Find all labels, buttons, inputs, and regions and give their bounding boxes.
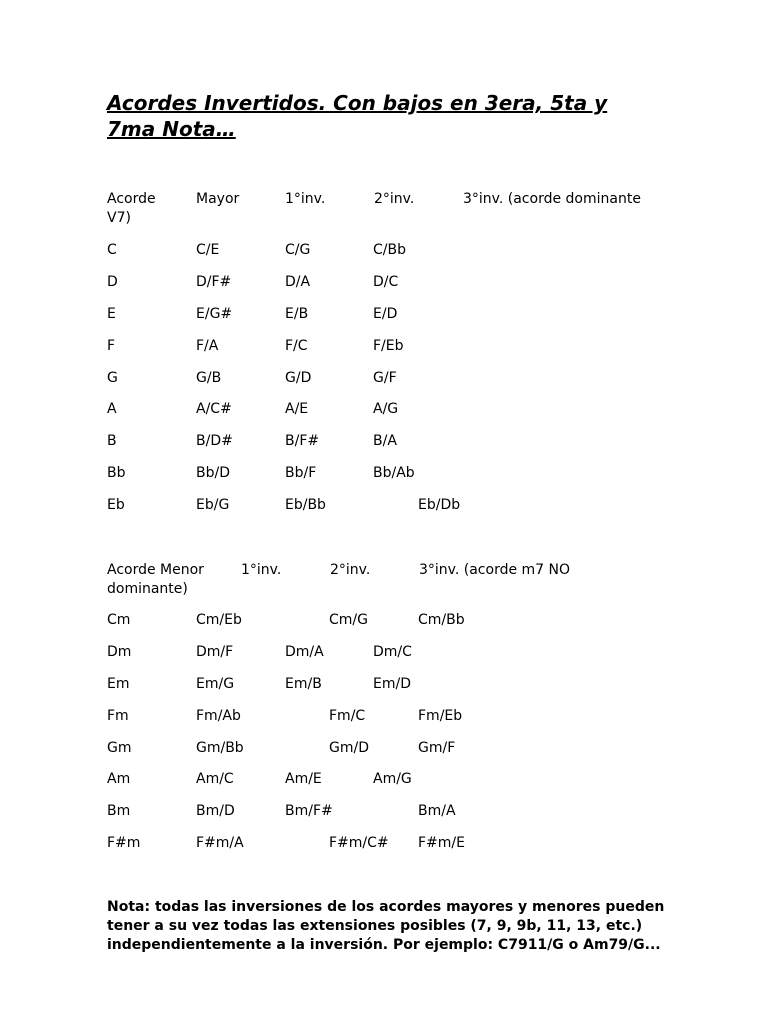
chord-first-inversion: Dm/F bbox=[196, 644, 234, 660]
table-row bbox=[0, 273, 768, 292]
chord-first-inversion: C/E bbox=[196, 242, 220, 258]
chord-first-inversion: A/C# bbox=[196, 401, 232, 417]
chord-second-inversion: Cm/G bbox=[329, 612, 368, 628]
table-row bbox=[0, 305, 768, 324]
page-title: Acordes Invertidos. Con bajos en 3era, 5ta y 7ma Nota… bbox=[107, 91, 608, 141]
chord-third-inversion: Em/D bbox=[373, 676, 411, 692]
chord-second-inversion: F/C bbox=[285, 338, 308, 354]
table-row bbox=[0, 707, 768, 726]
chord-first-inversion: F/A bbox=[196, 338, 219, 354]
footnote: Nota: todas las inversiones de los acordes mayores y menores pueden tener a su vez todas las extensiones posibles (7, 9, 9b, 11, 13, etc.) independientemente a la inversión. Por ejemplo: C7911/G o Am79/G... bbox=[107, 899, 665, 953]
chord-first-inversion: Cm/Eb bbox=[196, 612, 242, 628]
header-first-inversion: 1°inv. bbox=[285, 191, 326, 207]
chord-root: Fm bbox=[107, 708, 129, 724]
chord-first-inversion: Gm/Bb bbox=[196, 740, 244, 756]
chord-root: F#m bbox=[107, 835, 141, 851]
table-row bbox=[0, 432, 768, 451]
chord-first-inversion: Em/G bbox=[196, 676, 235, 692]
chord-first-inversion: Bm/D bbox=[196, 803, 235, 819]
chord-third-inversion: Bm/A bbox=[418, 803, 456, 819]
major-table-header bbox=[107, 190, 667, 228]
header-third-inversion-cont: dominante) bbox=[107, 581, 188, 597]
header-acorde-menor: Acorde Menor bbox=[107, 562, 204, 578]
table-row bbox=[0, 611, 768, 630]
chord-second-inversion: Fm/C bbox=[329, 708, 366, 724]
chord-root: Gm bbox=[107, 740, 132, 756]
table-row bbox=[0, 770, 768, 789]
header-third-inversion: 3°inv. (acorde m7 NO bbox=[419, 562, 571, 578]
chord-first-inversion: E/G# bbox=[196, 306, 233, 322]
chord-root: Dm bbox=[107, 644, 132, 660]
chord-root: D bbox=[107, 274, 118, 290]
chord-third-inversion: G/F bbox=[373, 370, 397, 386]
chord-third-inversion: Fm/Eb bbox=[418, 708, 463, 724]
table-row bbox=[0, 337, 768, 356]
chord-root: Am bbox=[107, 771, 131, 787]
chord-root: C bbox=[107, 242, 117, 258]
chord-second-inversion: B/F# bbox=[285, 433, 320, 449]
header-third-inversion: 3°inv. (acorde dominante bbox=[463, 191, 641, 207]
chord-second-inversion: G/D bbox=[285, 370, 312, 386]
chord-first-inversion: Fm/Ab bbox=[196, 708, 241, 724]
header-second-inversion: 2°inv. bbox=[374, 191, 415, 207]
table-row bbox=[0, 739, 768, 758]
chord-second-inversion: Bb/F bbox=[285, 465, 317, 481]
chord-second-inversion: Gm/D bbox=[329, 740, 369, 756]
table-row bbox=[0, 834, 768, 853]
chord-root: Cm bbox=[107, 612, 131, 628]
chord-third-inversion: D/C bbox=[373, 274, 399, 290]
table-row bbox=[0, 464, 768, 483]
header-mayor: Mayor bbox=[196, 191, 240, 207]
chord-first-inversion: Bb/D bbox=[196, 465, 230, 481]
chord-second-inversion: Bm/F# bbox=[285, 803, 333, 819]
chord-first-inversion: Eb/G bbox=[196, 497, 230, 513]
minor-table-header bbox=[107, 561, 667, 599]
header-second-inversion: 2°inv. bbox=[330, 562, 371, 578]
chord-first-inversion: Am/C bbox=[196, 771, 234, 787]
header-acorde: Acorde bbox=[107, 191, 156, 207]
chord-third-inversion: Eb/Db bbox=[418, 497, 461, 513]
chord-third-inversion: Bb/Ab bbox=[373, 465, 415, 481]
chord-second-inversion: A/E bbox=[285, 401, 309, 417]
chord-second-inversion: F#m/C# bbox=[329, 835, 389, 851]
chord-second-inversion: Eb/Bb bbox=[285, 497, 326, 513]
chord-root: Bb bbox=[107, 465, 126, 481]
chord-third-inversion: Cm/Bb bbox=[418, 612, 465, 628]
chord-root: G bbox=[107, 370, 118, 386]
chord-third-inversion: C/Bb bbox=[373, 242, 406, 258]
chord-root: A bbox=[107, 401, 117, 417]
chord-root: F bbox=[107, 338, 116, 354]
chord-second-inversion: Em/B bbox=[285, 676, 322, 692]
chord-third-inversion: F/Eb bbox=[373, 338, 404, 354]
chord-second-inversion: Am/E bbox=[285, 771, 322, 787]
table-row bbox=[0, 496, 768, 515]
header-first-inversion: 1°inv. bbox=[241, 562, 282, 578]
table-row bbox=[0, 241, 768, 260]
chord-second-inversion: C/G bbox=[285, 242, 311, 258]
chord-first-inversion: B/D# bbox=[196, 433, 233, 449]
chord-first-inversion: G/B bbox=[196, 370, 222, 386]
chord-second-inversion: E/B bbox=[285, 306, 309, 322]
chord-third-inversion: B/A bbox=[373, 433, 397, 449]
table-row bbox=[0, 369, 768, 388]
chord-root: Eb bbox=[107, 497, 125, 513]
chord-third-inversion: A/G bbox=[373, 401, 399, 417]
chord-third-inversion: E/D bbox=[373, 306, 398, 322]
chord-third-inversion: Am/G bbox=[373, 771, 412, 787]
chord-third-inversion: Gm/F bbox=[418, 740, 456, 756]
chord-first-inversion: F#m/A bbox=[196, 835, 244, 851]
chord-root: E bbox=[107, 306, 116, 322]
chord-third-inversion: Dm/C bbox=[373, 644, 412, 660]
chord-root: Bm bbox=[107, 803, 131, 819]
chord-first-inversion: D/F# bbox=[196, 274, 232, 290]
chord-root: B bbox=[107, 433, 117, 449]
header-third-inversion-cont: V7) bbox=[107, 210, 131, 226]
chord-second-inversion: Dm/A bbox=[285, 644, 324, 660]
table-row bbox=[0, 802, 768, 821]
table-row bbox=[0, 675, 768, 694]
table-row bbox=[0, 643, 768, 662]
table-row bbox=[0, 400, 768, 419]
chord-root: Em bbox=[107, 676, 130, 692]
chord-third-inversion: F#m/E bbox=[418, 835, 465, 851]
chord-second-inversion: D/A bbox=[285, 274, 311, 290]
